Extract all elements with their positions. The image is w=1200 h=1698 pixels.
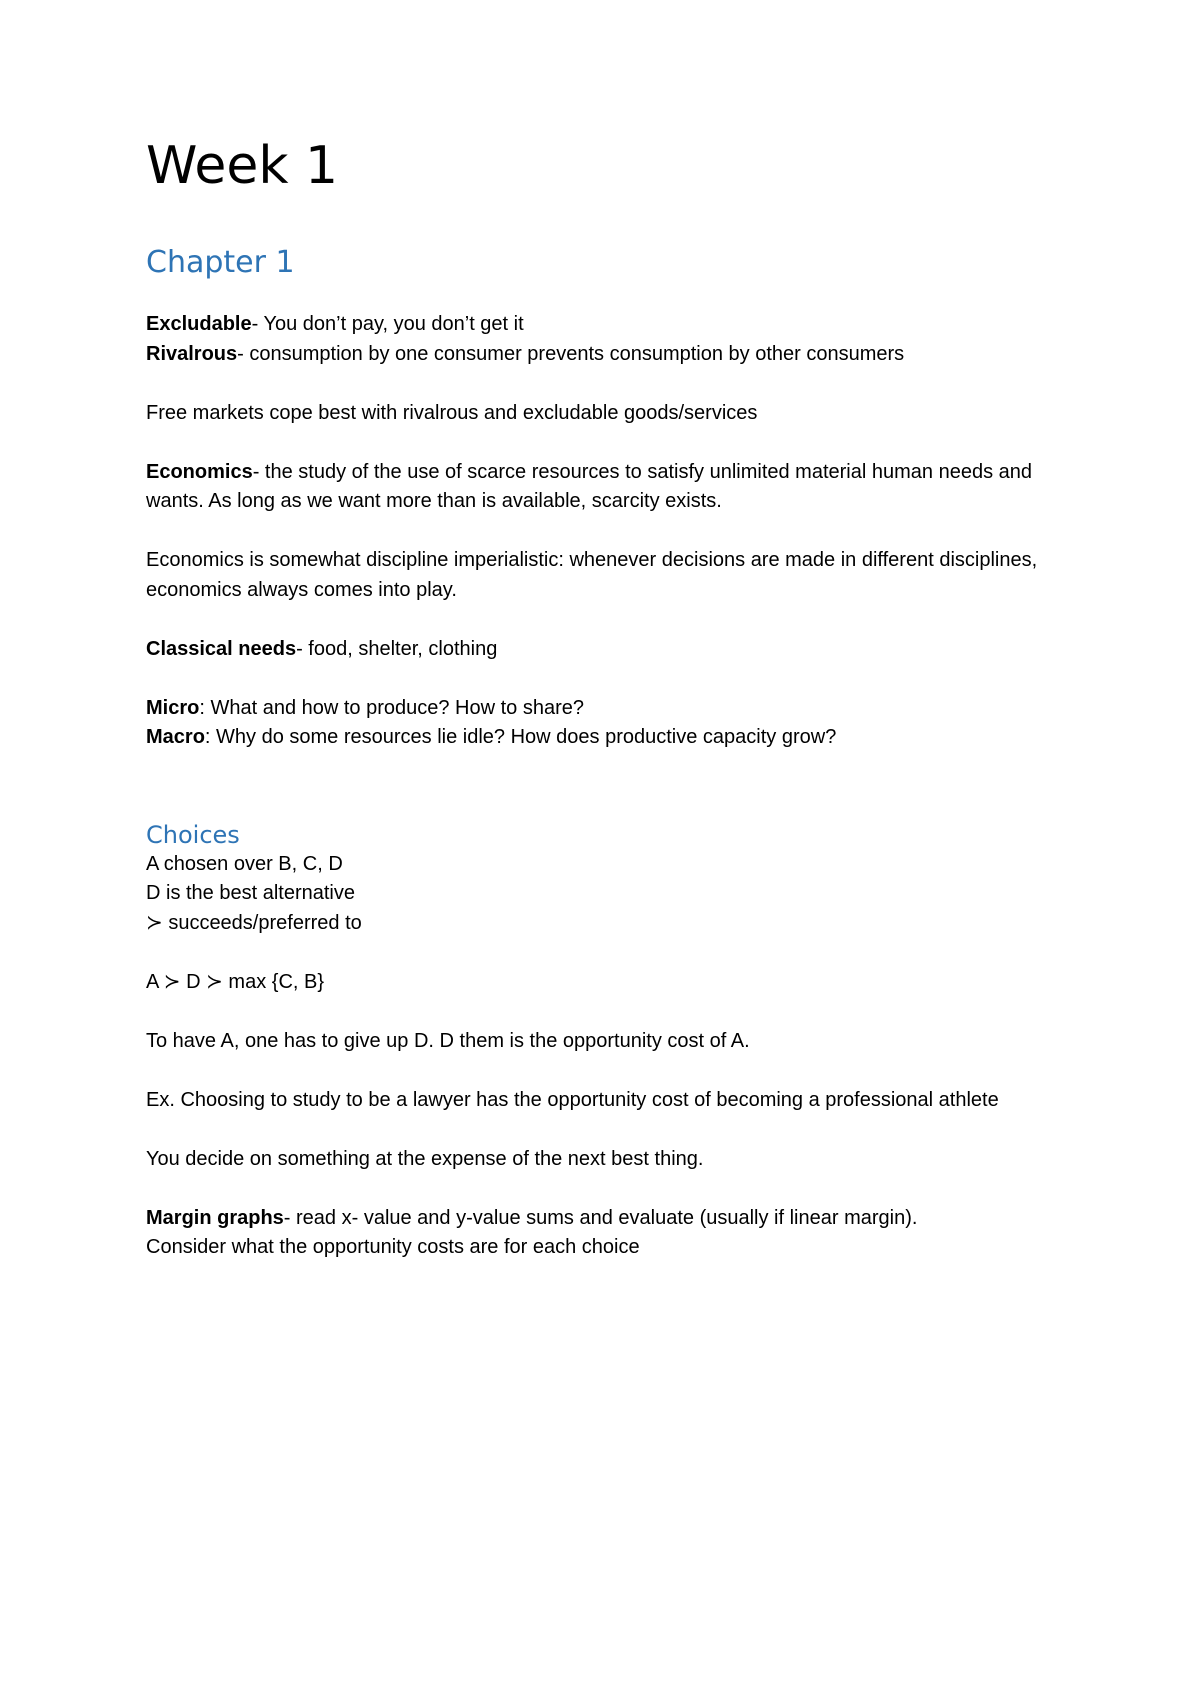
consider-paragraph: Consider what the opportunity costs are for each choice (146, 1236, 640, 1259)
choices-line: A chosen over B, C, D (146, 852, 343, 875)
definition-rivalrous (146, 340, 1046, 370)
document-content (146, 136, 1046, 1263)
definition-text: - consumption by one consumer prevents consumption by other consumers (237, 342, 905, 365)
example-paragraph: Ex. Choosing to study to be a lawyer has the opportunity cost of becoming a professional athlete (146, 1088, 999, 1111)
term-macro: Macro (146, 726, 205, 748)
definition-macro (146, 723, 1046, 753)
imperialistic-paragraph: Economics is somewhat discipline imperialistic: whenever decisions are made in different disciplines, economics always comes into play. (146, 549, 1038, 601)
spacer (146, 605, 1046, 635)
chapter-heading: Chapter 1 (146, 245, 295, 280)
definition-text: - read x- value and y-value sums and evaluate (usually if linear margin). (283, 1206, 918, 1229)
page-title: Week 1 (146, 136, 339, 196)
term-classical-needs: Classical needs (146, 637, 297, 660)
spacer (146, 1056, 1046, 1086)
definition-margin-graphs (146, 1204, 1046, 1234)
spacer (146, 938, 1046, 968)
spacer (146, 664, 1046, 694)
choices-heading: Choices (146, 820, 240, 849)
choices-line: ≻ succeeds/preferred to (146, 911, 362, 934)
definition-text: - the study of the use of scarce resources to satisfy unlimited material human needs and wants. As long as we want more than is available, scarcity exists. (146, 460, 1032, 512)
spacer (146, 428, 1046, 458)
chapter-body (146, 310, 1046, 753)
spacer (146, 997, 1046, 1027)
term-economics: Economics (146, 460, 253, 483)
definition-text: - You don’t pay, you don’t get it (251, 313, 524, 335)
choices-line: D is the best alternative (146, 882, 355, 905)
term-rivalrous: Rivalrous (146, 342, 238, 365)
definition-excludable (146, 310, 1046, 340)
choices-body (146, 850, 1046, 1263)
spacer (146, 1115, 1046, 1145)
definition-text: - food, shelter, clothing (296, 637, 498, 660)
definition-text: : What and how to produce? How to share? (199, 696, 585, 719)
definition-text: : Why do some resources lie idle? How does productive capacity grow? (204, 726, 837, 748)
preference-ordering: A ≻ D ≻ max {C, B} (146, 970, 325, 993)
definition-micro (146, 694, 1046, 724)
opportunity-cost-paragraph: To have A, one has to give up D. D them is the opportunity cost of A. (146, 1029, 750, 1052)
free-markets-paragraph: Free markets cope best with rivalrous and excludable goods/services (146, 401, 758, 424)
term-micro: Micro (146, 696, 200, 719)
definition-economics (146, 458, 1046, 517)
term-excludable: Excludable (146, 313, 252, 335)
spacer (146, 369, 1046, 399)
term-margin-graphs: Margin graphs (146, 1206, 284, 1229)
decide-paragraph: You decide on something at the expense of the next best thing. (146, 1147, 704, 1170)
definition-classical-needs (146, 635, 1046, 665)
spacer (146, 1174, 1046, 1204)
spacer (146, 517, 1046, 547)
